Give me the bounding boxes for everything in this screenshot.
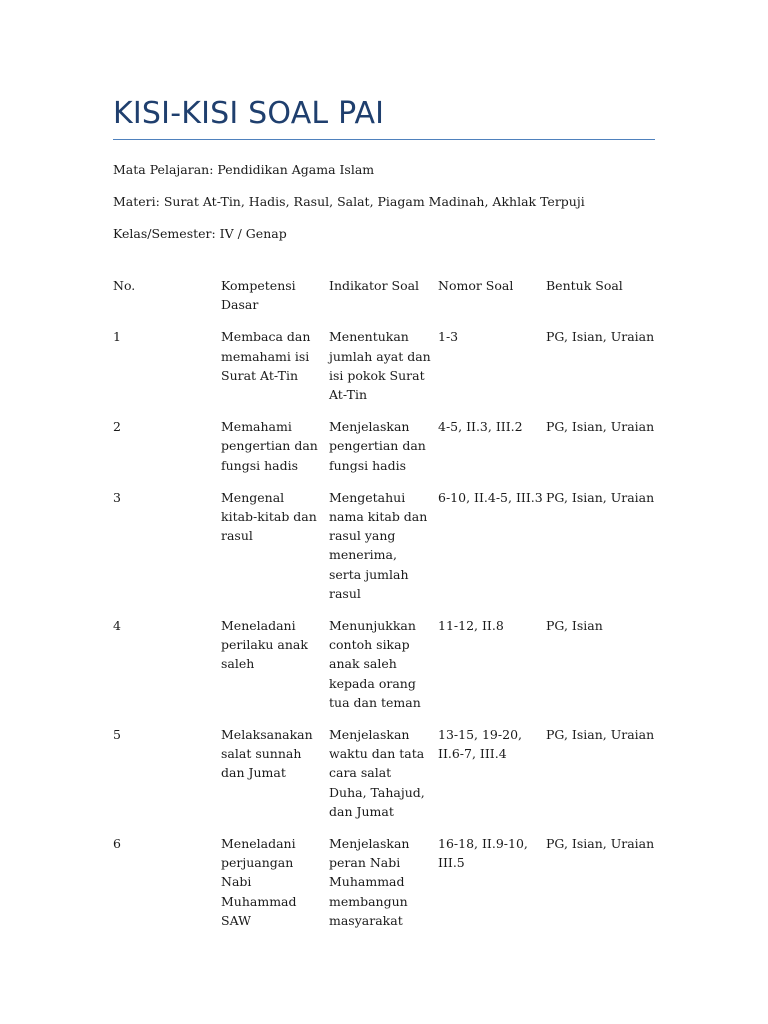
- header-nomor-soal: Nomor Soal: [438, 278, 514, 293]
- title-underline: [113, 139, 655, 140]
- cell-indikator-soal: Menunjukkan contoh sikap anak saleh kepada orang tua dan teman: [329, 618, 421, 710]
- cell-no: 3: [113, 489, 121, 505]
- cell-bentuk-soal: PG, Isian, Uraian: [546, 836, 655, 852]
- question-grid-table: [113, 276, 655, 943]
- cell-nomor-soal: 13-15, 19-20, II.6-7, III.4: [438, 727, 522, 762]
- cell-indikator-soal: Menjelaskan pengertian dan fungsi hadis: [329, 419, 426, 473]
- cell-no: 5: [113, 727, 121, 743]
- cell-indikator-soal: Menjelaskan peran Nabi Muhammad membangun masyarakat: [329, 836, 410, 928]
- header-indikator-soal: Indikator Soal: [329, 278, 420, 293]
- cell-indikator-soal: Mengetahui nama kitab dan rasul yang menerima, serta jumlah rasul: [329, 489, 428, 601]
- table-row: [113, 725, 655, 834]
- subject-line: Mata Pelajaran: Pendidikan Agama Islam: [113, 162, 375, 177]
- table-row: [113, 616, 655, 725]
- cell-no: 2: [113, 419, 121, 435]
- cell-indikator-soal: Menentukan jumlah ayat dan isi pokok Surat At-Tin: [329, 329, 431, 403]
- header-no: No.: [113, 278, 136, 293]
- document-title: KISI-KISI SOAL PAI: [113, 96, 385, 131]
- cell-no: 4: [113, 618, 121, 634]
- table-header-row: [113, 276, 655, 327]
- cell-indikator-soal: Menjelaskan waktu dan tata cara salat Duha, Tahajud, dan Jumat: [329, 727, 425, 819]
- cell-nomor-soal: 1-3: [438, 329, 459, 345]
- cell-nomor-soal: 11-12, II.8: [438, 618, 504, 634]
- cell-kompetensi-dasar: Meneladani perilaku anak saleh: [221, 618, 308, 672]
- cell-bentuk-soal: PG, Isian: [546, 618, 603, 634]
- header-kompetensi-dasar: Kompetensi Dasar: [221, 278, 296, 313]
- cell-nomor-soal: 6-10, II.4-5, III.3: [438, 489, 543, 505]
- table-row: [113, 488, 655, 616]
- header-bentuk-soal: Bentuk Soal: [546, 278, 623, 293]
- class-semester-line: Kelas/Semester: IV / Genap: [113, 226, 287, 241]
- table-row: [113, 834, 655, 943]
- cell-kompetensi-dasar: Membaca dan memahami isi Surat At-Tin: [221, 329, 311, 383]
- cell-kompetensi-dasar: Memahami pengertian dan fungsi hadis: [221, 419, 318, 473]
- cell-kompetensi-dasar: Mengenal kitab-kitab dan rasul: [221, 489, 317, 544]
- cell-no: 1: [113, 329, 121, 345]
- cell-bentuk-soal: PG, Isian, Uraian: [546, 727, 655, 743]
- cell-no: 6: [113, 836, 121, 852]
- cell-kompetensi-dasar: Meneladani perjuangan Nabi Muhammad SAW: [221, 836, 297, 928]
- cell-kompetensi-dasar: Melaksanakan salat sunnah dan Jumat: [221, 727, 313, 781]
- cell-nomor-soal: 16-18, II.9-10, III.5: [438, 836, 528, 871]
- cell-bentuk-soal: PG, Isian, Uraian: [546, 489, 655, 505]
- table-row: [113, 417, 655, 488]
- cell-bentuk-soal: PG, Isian, Uraian: [546, 419, 655, 435]
- cell-bentuk-soal: PG, Isian, Uraian: [546, 329, 655, 345]
- cell-nomor-soal: 4-5, II.3, III.2: [438, 419, 523, 435]
- table-row: [113, 327, 655, 417]
- material-line: Materi: Surat At-Tin, Hadis, Rasul, Salat, Piagam Madinah, Akhlak Terpuji: [113, 194, 585, 209]
